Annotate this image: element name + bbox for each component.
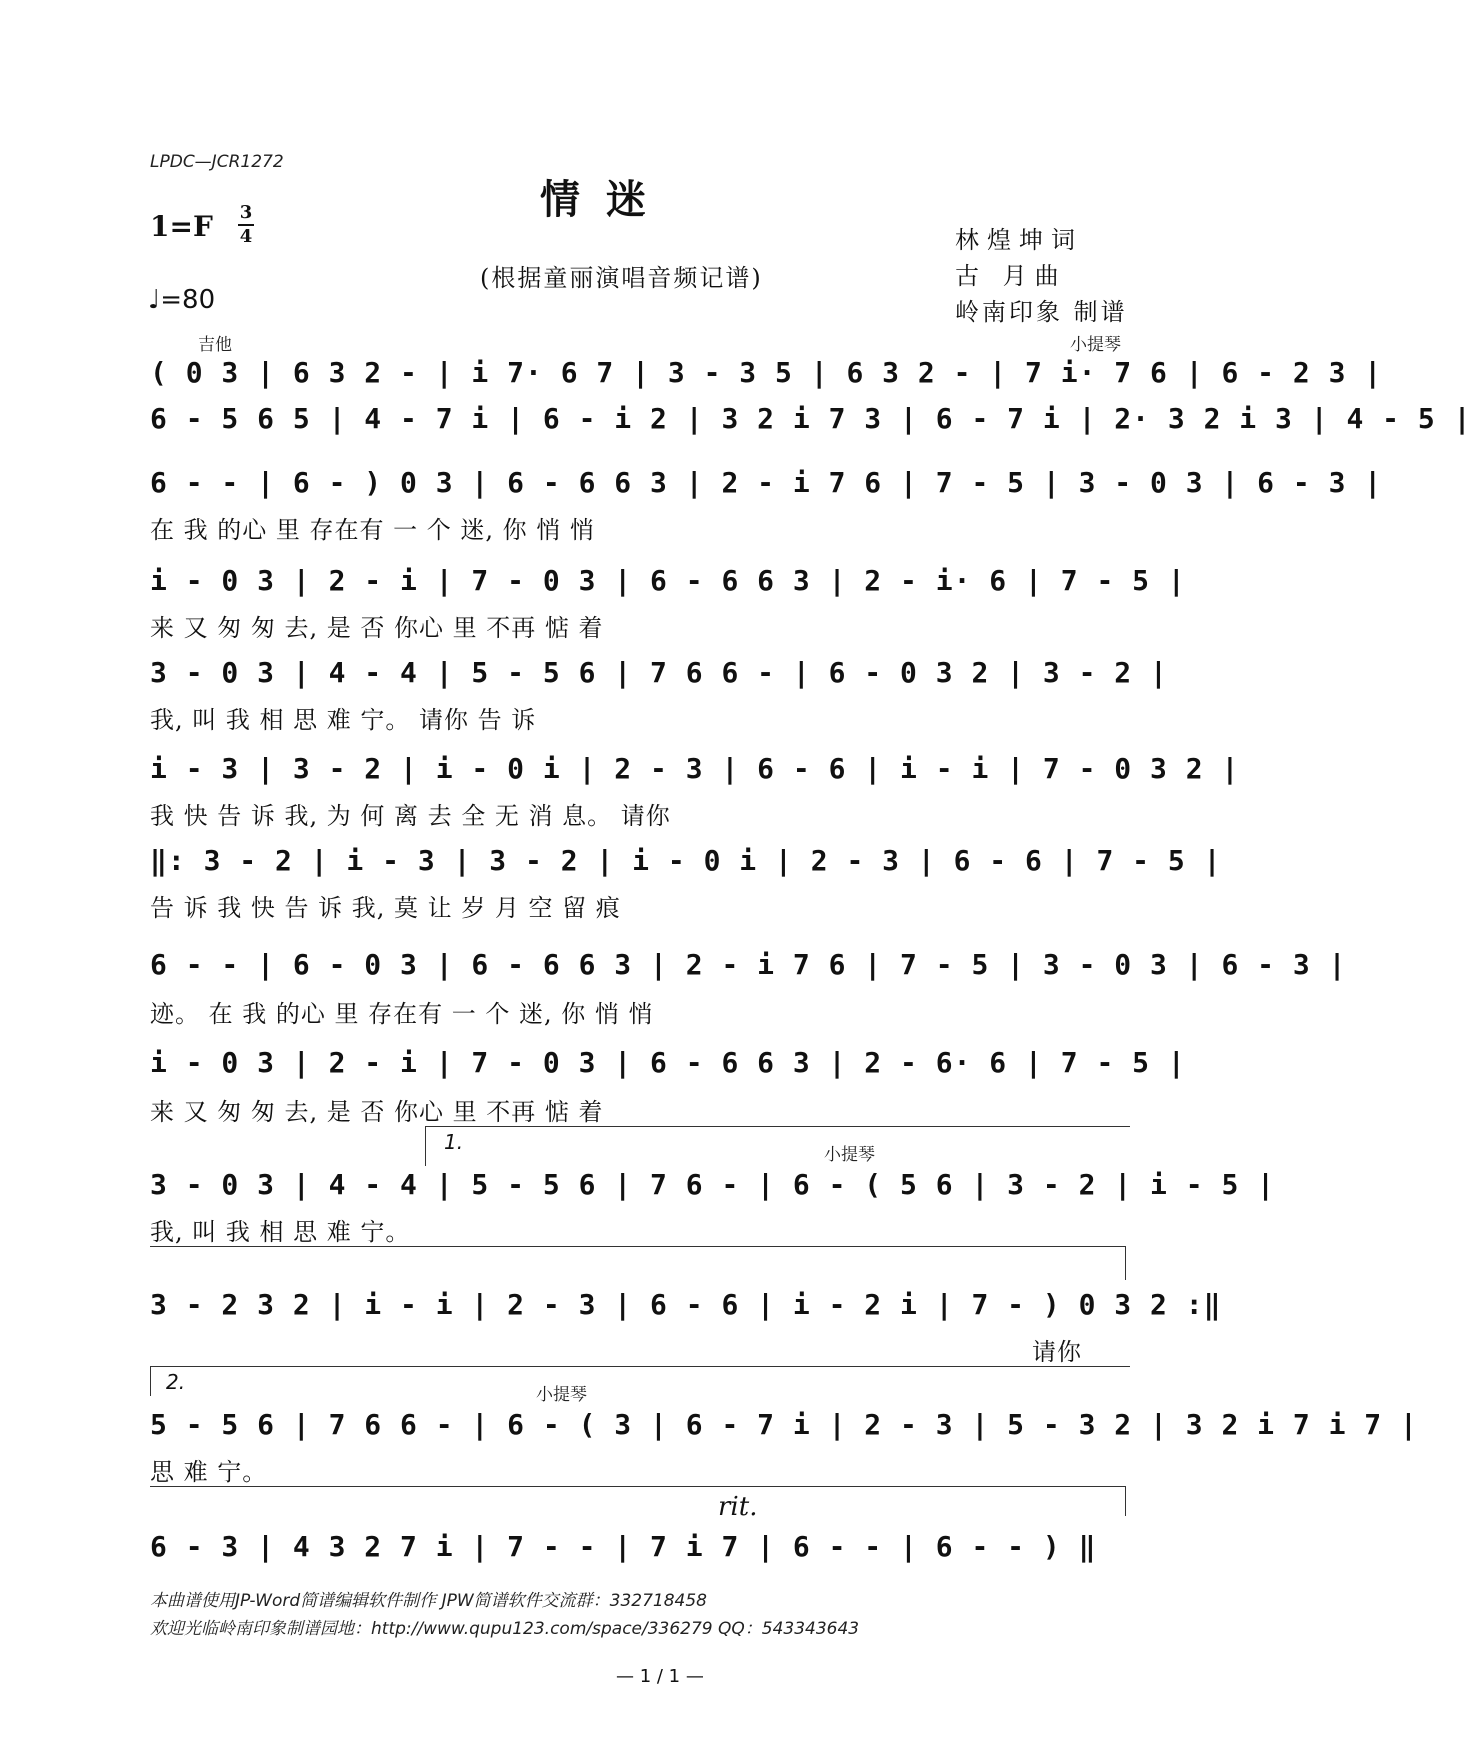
page-number: — 1 / 1 —: [616, 1666, 704, 1687]
music-row-1: ( 0 3 | 6 3 2 - | i 7· 6 7 | 3 - 3 5 | 6 3 2 - | 7 i· 7 6 | 6 - 2 3 |: [150, 356, 1383, 389]
composer-credit: 古 月曲: [955, 262, 1067, 290]
page-title: 情 迷: [540, 176, 652, 223]
ritardando-marking: rit.: [718, 1492, 758, 1522]
music-row-9: i - 0 3 | 2 - i | 7 - 0 3 | 6 - 6 6 3 | 2 - 6· 6 | 7 - 5 |: [150, 1046, 1186, 1079]
music-row-11: 3 - 2 3 2 | i - i | 2 - 3 | 6 - 6 | i - 2 i | 7 - ) 0 3 2 :‖: [150, 1288, 1222, 1321]
instrument-label-violin-3: 小提琴: [536, 1385, 587, 1405]
volta-2-end: [1125, 1486, 1126, 1516]
music-row-12: 5 - 5 6 | 7 6 6 - | 6 - ( 3 | 6 - 7 i | 2 - 3 | 5 - 3 2 | 3 2 i 7 i 7 |: [150, 1408, 1418, 1441]
music-row-3: 6 - - | 6 - ) 0 3 | 6 - 6 6 3 | 2 - i 7 6 | 7 - 5 | 3 - 0 3 | 6 - 3 |: [150, 466, 1383, 499]
instrument-label-violin-2: 小提琴: [824, 1145, 875, 1165]
volta-1-label: 1.: [444, 1130, 464, 1154]
score-code: LPDC—JCR1272: [150, 152, 284, 172]
music-row-4: i - 0 3 | 2 - i | 7 - 0 3 | 6 - 6 6 3 | 2 - i· 6 | 7 - 5 |: [150, 564, 1186, 597]
instrument-label-violin: 小提琴: [1070, 335, 1121, 355]
subtitle: (根据童丽演唱音频记谱): [480, 264, 763, 292]
volta-1-end: [1125, 1246, 1126, 1280]
music-row-7: ‖: 3 - 2 | i - 3 | 3 - 2 | i - 0 i | 2 - 3 | 6 - 6 | 7 - 5 |: [150, 844, 1222, 877]
volta-1-continuation: [150, 1246, 1125, 1247]
lyrics-row-10: 我, 叫 我 相 思 难 宁。: [150, 1218, 411, 1246]
arranger-credit: 岭南印象 制谱: [955, 298, 1128, 326]
instrument-label-guitar: 吉他: [198, 335, 232, 355]
music-row-2: 6 - 5 6 5 | 4 - 7 i | 6 - i 2 | 3 2 i 7 3 | 6 - 7 i | 2· 3 2 i 3 | 4 - 5 |: [150, 402, 1471, 435]
volta-1-bracket: [425, 1126, 1130, 1127]
lyrics-row-7: 告 诉 我 快 告 诉 我, 莫 让 岁 月 空 留 痕: [150, 894, 621, 922]
lyrics-row-3: 在 我 的心 里 存在有 一 个 迷, 你 悄 悄: [150, 516, 595, 544]
music-row-5: 3 - 0 3 | 4 - 4 | 5 - 5 6 | 7 6 6 - | 6 - 0 3 2 | 3 - 2 |: [150, 656, 1168, 689]
volta-2-bracket-left: [150, 1366, 151, 1396]
lyrics-row-5: 我, 叫 我 相 思 难 宁。 请你 告 诉: [150, 706, 537, 734]
key-signature: 1=F: [150, 210, 213, 243]
volta-2-bracket: [150, 1366, 1130, 1367]
lyrics-row-6: 我 快 告 诉 我, 为 何 离 去 全 无 消 息。 请你: [150, 802, 671, 830]
lyricist-credit: 林煌坤词: [955, 226, 1083, 254]
music-row-10: 3 - 0 3 | 4 - 4 | 5 - 5 6 | 7 6 - | 6 - ( 5 6 | 3 - 2 | i - 5 |: [150, 1168, 1276, 1201]
time-denominator: 4: [239, 226, 253, 247]
volta-2-label: 2.: [166, 1370, 186, 1394]
music-row-8: 6 - - | 6 - 0 3 | 6 - 6 6 3 | 2 - i 7 6 | 7 - 5 | 3 - 0 3 | 6 - 3 |: [150, 948, 1347, 981]
tempo-marking: ♩=80: [148, 285, 216, 315]
music-row-6: i - 3 | 3 - 2 | i - 0 i | 2 - 3 | 6 - 6 | i - i | 7 - 0 3 2 |: [150, 752, 1240, 785]
volta-2-continuation: [150, 1486, 1125, 1487]
footer-line-2: 欢迎光临岭南印象制谱园地：http://www.qupu123.com/space/336279 QQ：543343643: [150, 1619, 860, 1639]
volta-1-bracket-left: [425, 1126, 426, 1166]
lyrics-row-8: 迹。 在 我 的心 里 存在有 一 个 迷, 你 悄 悄: [150, 1000, 654, 1028]
music-row-13: 6 - 3 | 4 3 2 7 i | 7 - - | 7 i 7 | 6 - - | 6 - - ) ‖: [150, 1530, 1097, 1563]
footer-line-1: 本曲谱使用JP-Word简谱编辑软件制作 JPW简谱软件交流群：332718458: [150, 1591, 707, 1611]
lyrics-row-4: 来 又 匆 匆 去, 是 否 你心 里 不再 惦 着: [150, 614, 604, 642]
lyrics-row-12: 思 难 宁。: [150, 1458, 268, 1486]
lyrics-row-11: 请你: [1032, 1338, 1082, 1366]
time-signature: [238, 203, 254, 247]
time-numerator: 3: [239, 202, 253, 223]
lyrics-row-9: 来 又 匆 匆 去, 是 否 你心 里 不再 惦 着: [150, 1098, 604, 1126]
